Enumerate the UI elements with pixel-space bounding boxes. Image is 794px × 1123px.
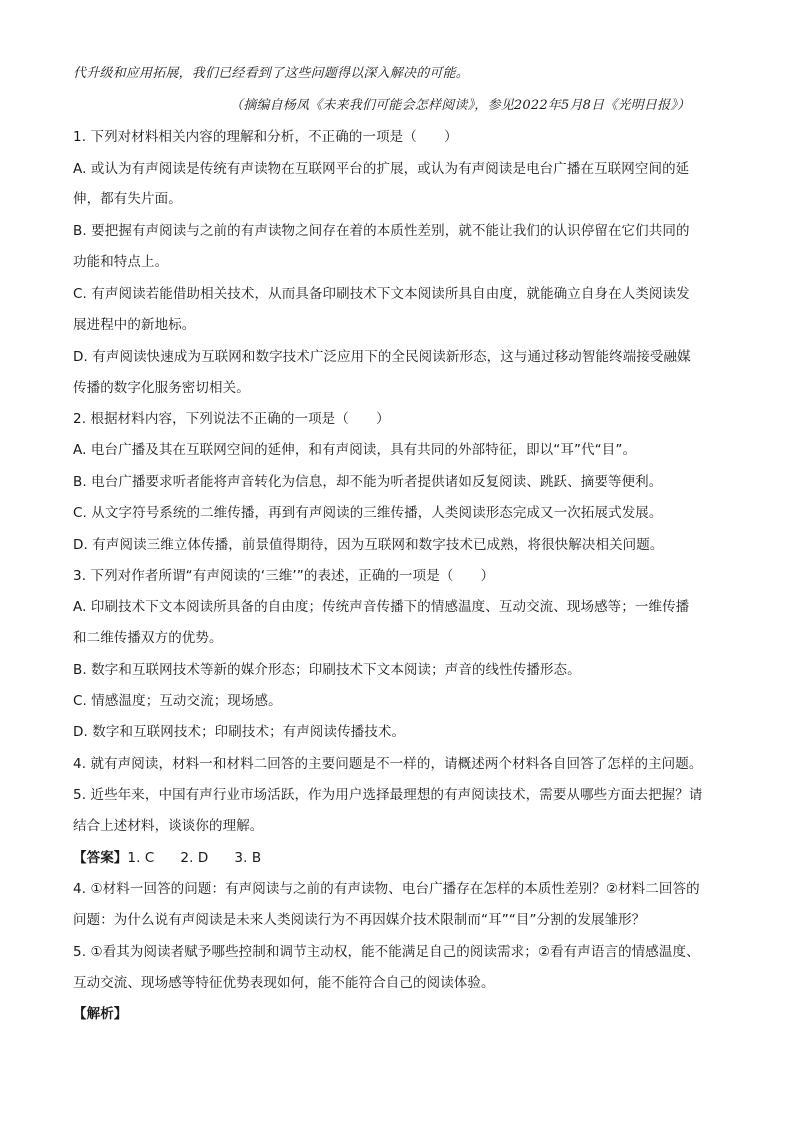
q1-option-b-line2: 功能和特点上。 bbox=[73, 254, 169, 270]
q1-option-d-line2: 传播的数字化服务密切相关。 bbox=[73, 380, 250, 396]
question-3-stem: 3. 下列对作者所谓“有声阅读的‘三维’”的表述，正确的一项是（ ） bbox=[73, 568, 495, 584]
q1-option-c-line1: C. 有声阅读若能借助相关技术，从而具备印刷技术下文本阅读所具自由度，就能确立自身在人类阅读发 bbox=[73, 286, 690, 302]
q3-option-d: D. 数字和互联网技术；印刷技术；有声阅读传播技术。 bbox=[73, 724, 406, 740]
answer-item-2: 2. D bbox=[180, 850, 209, 866]
answer-label: 【答案】 bbox=[73, 850, 128, 866]
q1-option-a-line2: 伸，都有失片面。 bbox=[73, 191, 182, 207]
question-5-stem-line2: 结合上述材料，谈谈你的理解。 bbox=[73, 818, 264, 834]
question-2-stem: 2. 根据材料内容，下列说法不正确的一项是（ ） bbox=[73, 411, 390, 427]
question-1-stem: 1. 下列对材料相关内容的理解和分析，不正确的一项是（ ） bbox=[73, 129, 458, 145]
q1-option-b-line1: B. 要把握有声阅读与之前的有声读物之间存在着的本质性差别，就不能让我们的认识停留在它们共同的 bbox=[73, 223, 690, 239]
q1-option-a-line1: A. 或认为有声阅读是传统有声读物在互联网平台的扩展，或认为有声阅读是电台广播在互联网空间的延 bbox=[73, 161, 690, 177]
answer-row bbox=[73, 848, 287, 868]
answer-q5-line2: 互动交流、现场感等特征优势表现如何，能不能符合自己的阅读体验。 bbox=[73, 975, 495, 991]
answer-q4-line2: 问题：为什么说有声阅读是未来人类阅读行为不再因媒介技术限制而“耳”“目”分割的发展雏形？ bbox=[73, 912, 646, 928]
q2-option-b: B. 电台广播要求听者能将声音转化为信息，却不能为听者提供诸如反复阅读、跳跃、摘要等便利。 bbox=[73, 474, 663, 490]
passage-closing-line: 代升级和应用拓展，我们已经看到了这些问题得以深入解决的可能。 bbox=[73, 66, 470, 81]
q2-option-c: C. 从文字符号系统的二维传播，再到有声阅读的三维传播，人类阅读形态完成又一次拓展式发展。 bbox=[73, 505, 663, 521]
q3-option-a-line1: A. 印刷技术下文本阅读所具备的自由度；传统声音传播下的情感温度、互动交流、现场感等；一维传播 bbox=[73, 599, 690, 615]
q3-option-a-line2: 和二维传播双方的优势。 bbox=[73, 630, 223, 646]
answer-q5-line1: 5. ①看其为阅读者赋予哪些控制和调节主动权，能不能满足自己的阅读需求；②看有声语言的情感温度、 bbox=[73, 944, 700, 960]
answer-q4-line1: 4. ①材料一回答的问题：有声阅读与之前的有声读物、电台广播存在怎样的本质性差别？②材料二回答的 bbox=[73, 881, 700, 897]
analysis-label: 【解析】 bbox=[73, 1006, 128, 1022]
question-5-stem-line1: 5. 近些年来，中国有声行业市场活跃，作为用户选择最理想的有声阅读技术，需要从哪些方面去把握？请 bbox=[73, 787, 703, 803]
question-4-stem: 4. 就有声阅读，材料一和材料二回答的主要问题是不一样的，请概述两个材料各自回答了怎样的主问题。 bbox=[73, 756, 703, 772]
q2-option-a: A. 电台广播及其在互联网空间的延伸，和有声阅读，具有共同的外部特征，即以“耳”代“目”。 bbox=[73, 442, 637, 458]
q2-option-d: D. 有声阅读三维立体传播，前景值得期待，因为互联网和数字技术已成熟，将很快解决相关问题。 bbox=[73, 537, 664, 553]
answer-item-1: 1. C bbox=[127, 850, 155, 866]
q3-option-c: C. 情感温度；互动交流；现场感。 bbox=[73, 693, 282, 709]
q1-option-c-line2: 展进程中的新地标。 bbox=[73, 317, 196, 333]
answer-item-3: 3. B bbox=[234, 850, 262, 866]
q3-option-b: B. 数字和互联网技术等新的媒介形态；印刷技术下文本阅读；声音的线性传播形态。 bbox=[73, 662, 581, 678]
passage-source: （摘编自杨凤《未来我们可能会怎样阅读》，参见2022年5月8日《光明日报》） bbox=[230, 98, 691, 113]
q1-option-d-line1: D. 有声阅读快速成为互联网和数字技术广泛应用下的全民阅读新形态，这与通过移动智能终端接受融媒 bbox=[73, 349, 691, 365]
